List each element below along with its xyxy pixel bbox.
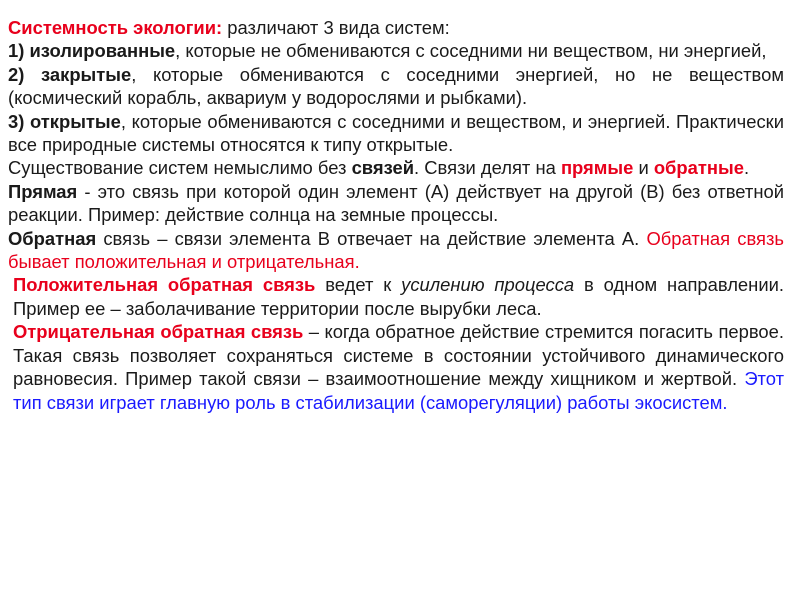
positive-feedback-text-2: в одном направлении. Пример ее – заболачивание территории после вырубки леса. (13, 274, 784, 319)
direct-link-description: - это связь при которой один элемент (А) действует на другой (В) без ответной реакции. Пример: действие солнца на земные процессы. (8, 180, 784, 226)
links-text-2: . Связи делят на (414, 157, 561, 179)
term-direct: прямые (560, 157, 634, 179)
term-direct-link: Прямая (8, 180, 78, 202)
paragraph-closed (8, 63, 784, 110)
term-negative-feedback: Отрицательная обратная связь (13, 321, 304, 343)
positive-feedback-text-1: ведет к (315, 274, 402, 296)
paragraph-open (8, 110, 784, 157)
links-text-3: и (633, 157, 654, 179)
item-number-1: 1) (8, 40, 30, 62)
paragraph-negative-feedback (8, 320, 784, 414)
links-text-1: Существование систем немыслимо без (8, 157, 352, 179)
term-feedback: обратные (653, 157, 744, 179)
isolated-description: , которые не обмениваются с соседними ни веществом, ни энергией, (175, 40, 767, 62)
links-text-4: . (743, 157, 750, 179)
paragraph-feedback-link (8, 227, 784, 274)
negative-feedback-text: – когда обратное действие стремится погасить первое. Такая связь позволяет сохраняться системе в состоянии устойчивого динамического равновесия. Пример такой связи – взаимоотношение между хищником и жертвой. (13, 321, 784, 390)
paragraph-title (8, 16, 784, 39)
item-number-3: 3) (8, 110, 30, 132)
term-isolated: изолированные (29, 40, 176, 62)
heading-text: различают 3 вида систем: (222, 17, 450, 38)
stabilization-note: Этот тип связи играет главную роль в стабилизации (саморегуляции) работы экосистем. (13, 368, 784, 413)
item-number-2: 2) (8, 63, 41, 85)
paragraph-positive-feedback (8, 273, 784, 320)
term-feedback-link: Обратная (8, 227, 97, 249)
closed-description: , которые обмениваются с соседними энергией, но не веществом (космический корабль, аквариум у водорослями и рыбками). (8, 63, 784, 109)
slide-text-body (8, 16, 784, 414)
term-positive-feedback: Положительная обратная связь (13, 274, 316, 296)
paragraph-isolated (8, 39, 784, 62)
process-amplification: усилению процесса (401, 274, 575, 296)
open-description: , которые обмениваются с соседними и веществом, и энергией. Практически все природные системы относятся к типу открытые. (8, 110, 784, 156)
paragraph-links (8, 156, 784, 179)
paragraph-direct-link (8, 180, 784, 227)
feedback-types-note: Обратная связь бывает положительная и отрицательная. (8, 227, 784, 273)
term-links: связей (351, 157, 415, 179)
feedback-link-description: связь – связи элемента В отвечает на действие элемента А. (96, 227, 640, 249)
term-open: открытые (29, 110, 121, 132)
heading-systemness: Системность экологии: (8, 17, 223, 38)
term-closed: закрытые (40, 63, 132, 85)
